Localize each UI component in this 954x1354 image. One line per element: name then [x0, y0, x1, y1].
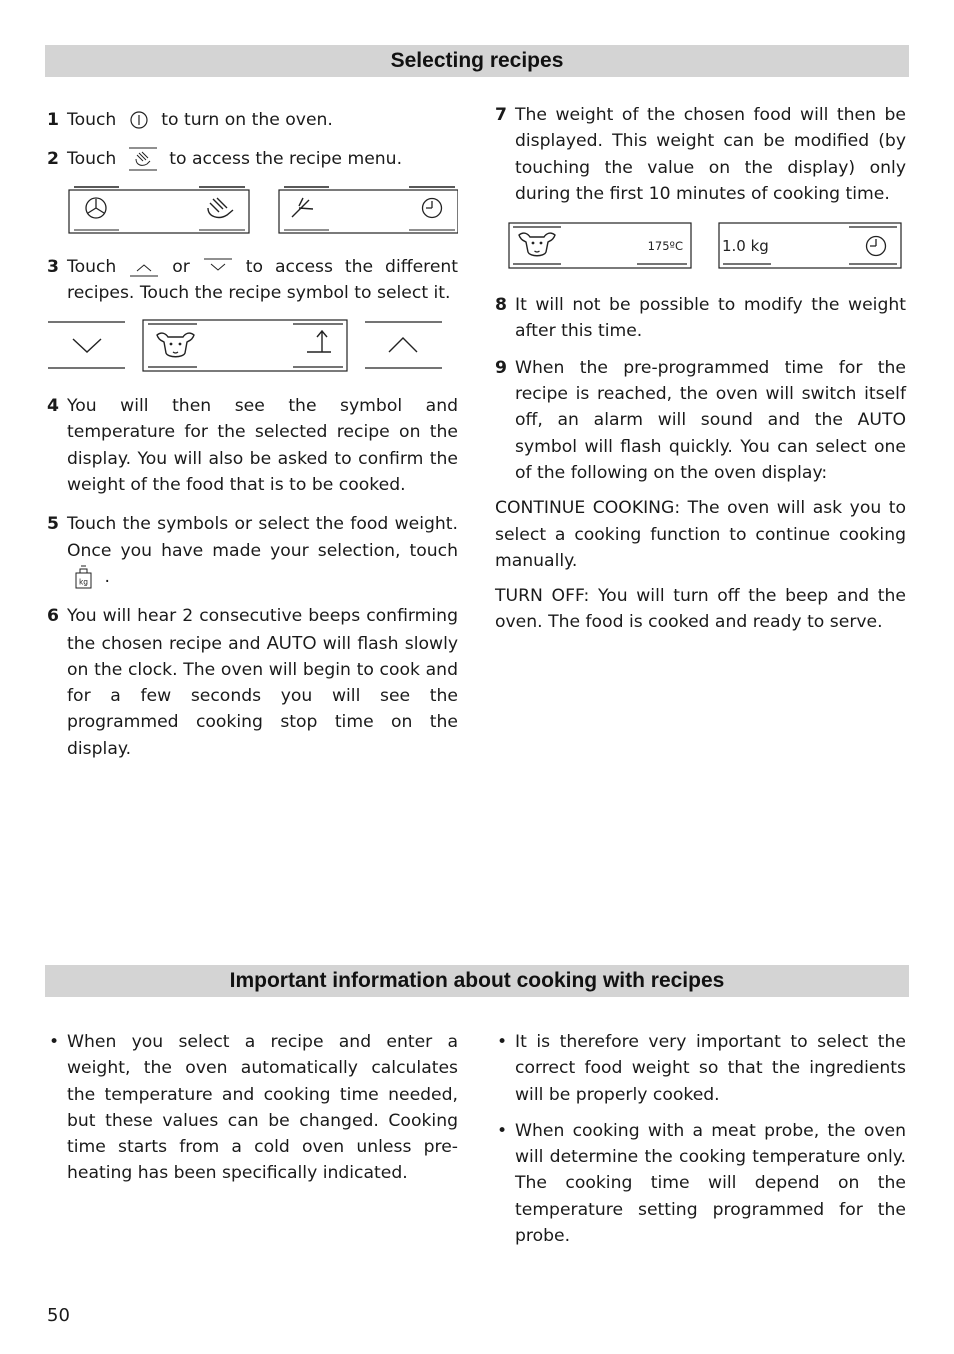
recipe-hand-icon — [122, 146, 164, 172]
auto-label: AUTO — [266, 632, 317, 653]
page-number: 50 — [47, 1305, 70, 1326]
step-7: 7 The weight of the chosen food will then be displayed. This weight can be modified (by touching the value on the display) only during the first 10 minutes of cooking time. — [495, 105, 906, 204]
panel-recipe-weight — [495, 220, 906, 270]
step-6: 6 You will hear 2 consecutive beeps confirming the chosen recipe and AUTO will flash slowly on the clock. The oven will begin to cook and for a few seconds you will see the programmed cooking stop time on the display. — [47, 606, 459, 759]
section-title: Important information about cooking with recipes — [229, 969, 725, 992]
recipe-weight-display — [495, 220, 906, 270]
left-column — [47, 107, 458, 775]
info-left-column — [47, 1029, 458, 1197]
info-bullet: • When cooking with a meat probe, the oven will determine the cooking temperature only. The cooking time will depend on the temperature setting programmed for the probe. — [497, 1120, 906, 1247]
step-5: 5 Touch the symbols or select the food weight. Once you have made your selection, touch kg . — [47, 511, 458, 590]
section-header-important-info — [45, 965, 909, 997]
turn-off-text: TURN OFF: You will turn off the beep and the oven. The food is cooked and ready to serve. — [495, 586, 906, 633]
oven-display-illustration — [47, 186, 458, 236]
right-column — [495, 102, 906, 645]
weight-readout: 1.0 kg — [722, 237, 769, 256]
step-8: 8 It will not be possible to modify the weight after this time. — [495, 295, 906, 342]
section-header-selecting-recipes — [45, 45, 909, 77]
panel-recipe-select — [47, 319, 458, 373]
arrow-up-icon — [128, 256, 160, 278]
section-title: Selecting recipes — [390, 49, 564, 72]
step-3: 3 Touch or to access the different recipes. Touch the recipe symbol to select it. — [47, 256, 459, 303]
step-1: 1 Touch to turn on the oven. — [47, 110, 333, 130]
info-bullet: • It is therefore very important to select the correct food weight so that the ingredients will be properly cooked. — [497, 1032, 906, 1105]
recipe-select-illustration — [47, 319, 458, 373]
info-bullet: • When you select a recipe and enter a weight, the oven automatically calculates the temperature and cooking time needed, but these values can be changed. Cooking time starts from a cold oven unless pre-heating has been specifically indicated. — [49, 1032, 458, 1184]
info-right-column — [495, 1029, 906, 1259]
panel-function-recipe — [47, 186, 458, 236]
step-9: 9 When the pre-programmed time for the recipe is reached, the oven will switch itself off, an alarm will sound and the AUTO symbol will flash quickly. You can select one of the following on the oven display: — [495, 357, 906, 483]
step-2: 2 Touch to access the recipe menu. — [47, 146, 458, 172]
weight-kg-icon — [67, 564, 99, 590]
power-icon — [122, 109, 156, 131]
kg-label: kg — [78, 577, 89, 587]
continue-cooking-text: CONTINUE COOKING: The oven will ask you to select a cooking function to continue cooking manually. — [495, 498, 906, 571]
arrow-down-icon — [202, 256, 234, 278]
temperature-readout: 175ºC — [647, 239, 683, 254]
step-4: 4 You will then see the symbol and temperature for the selected recipe on the display. You will also be asked to confirm the weight of the food that is to be cooked. — [47, 396, 458, 496]
